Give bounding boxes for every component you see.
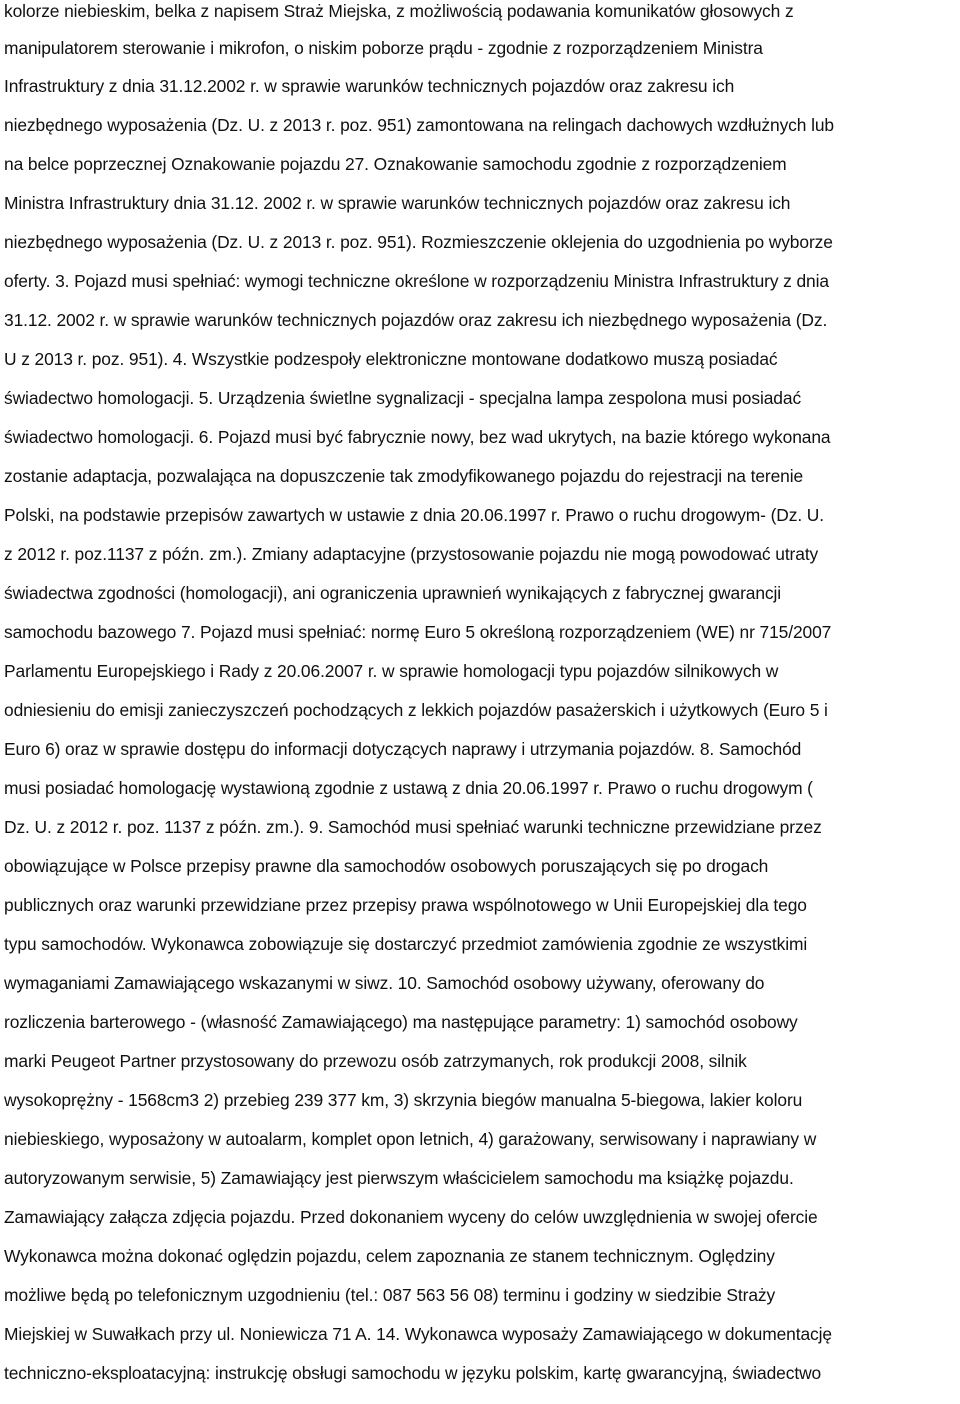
- text-line: techniczno-eksploatacyjną: instrukcję obsługi samochodu w języku polskim, kartę gwarancyjną, świadectwo: [4, 1363, 822, 1383]
- text-line: z 2012 r. poz.1137 z późn. zm.). Zmiany adaptacyjne (przystosowanie pojazdu nie mogą powodować utraty: [4, 544, 819, 564]
- text-line: świadectwa zgodności (homologacji), ani ograniczenia uprawnień wynikających z fabrycznej gwarancji: [4, 583, 782, 603]
- text-line: musi posiadać homologację wystawioną zgodnie z ustawą z dnia 20.06.1997 r. Prawo o ruchu drogowym (: [4, 778, 813, 798]
- text-line: kolorze niebieskim, belka z napisem Straż Miejska, z możliwością podawania komunikatów głosowych z: [4, 1, 794, 21]
- text-line: niezbędnego wyposażenia (Dz. U. z 2013 r. poz. 951). Rozmieszczenie oklejenia do uzgodnienia po wyborze: [4, 232, 833, 252]
- text-line: Dz. U. z 2012 r. poz. 1137 z późn. zm.). 9. Samochód musi spełniać warunki techniczne przewidziane przez: [4, 817, 822, 837]
- text-line: obowiązujące w Polsce przepisy prawne dla samochodów osobowych poruszających się po drogach: [4, 856, 769, 876]
- text-line: samochodu bazowego 7. Pojazd musi spełniać: normę Euro 5 określoną rozporządzeniem (WE) nr 715/2007: [4, 622, 832, 642]
- text-line: oferty. 3. Pojazd musi spełniać: wymogi techniczne określone w rozporządzeniu Ministra Infrastruktury z dnia: [4, 271, 829, 291]
- text-line: świadectwo homologacji. 6. Pojazd musi być fabrycznie nowy, bez wad ukrytych, na bazie którego wykonana: [4, 427, 831, 447]
- text-line: Infrastruktury z dnia 31.12.2002 r. w sprawie warunków technicznych pojazdów oraz zakresu ich: [4, 76, 735, 96]
- text-line: Euro 6) oraz w sprawie dostępu do informacji dotyczących naprawy i utrzymania pojazdów. 8. Samochód: [4, 739, 802, 759]
- text-line: na belce poprzecznej Oznakowanie pojazdu 27. Oznakowanie samochodu zgodnie z rozporządzeniem: [4, 154, 787, 174]
- text-line: publicznych oraz warunki przewidziane przez przepisy prawa wspólnotowego w Unii Europejskiej dla tego: [4, 895, 807, 915]
- text-line: świadectwo homologacji. 5. Urządzenia świetlne sygnalizacji - specjalna lampa zespolona musi posiadać: [4, 388, 802, 408]
- text-line: wymaganiami Zamawiającego wskazanymi w siwz. 10. Samochód osobowy używany, oferowany do: [4, 973, 765, 993]
- text-line: niezbędnego wyposażenia (Dz. U. z 2013 r. poz. 951) zamontowana na relingach dachowych wzdłużnych lub: [4, 115, 834, 135]
- text-line: odniesieniu do emisji zanieczyszczeń pochodzących z lekkich pojazdów pasażerskich i użytkowych (Euro 5 i: [4, 700, 828, 720]
- text-line: rozliczenia barterowego - (własność Zamawiającego) ma następujące parametry: 1) samochód osobowy: [4, 1012, 798, 1032]
- text-line: autoryzowanym serwisie, 5) Zamawiający jest pierwszym właścicielem samochodu ma książkę pojazdu.: [4, 1168, 794, 1188]
- text-line: manipulatorem sterowanie i mikrofon, o niskim poborze prądu - zgodnie z rozporządzeniem Ministra: [4, 38, 763, 58]
- text-line: typu samochodów. Wykonawca zobowiązuje się dostarczyć przedmiot zamówienia zgodnie ze wszystkimi: [4, 934, 808, 954]
- text-line: Miejskiej w Suwałkach przy ul. Noniewicza 71 A. 14. Wykonawca wyposaży Zamawiającego w dokumentację: [4, 1324, 832, 1344]
- text-line: niebieskiego, wyposażony w autoalarm, komplet opon letnich, 4) garażowany, serwisowany i naprawiany w: [4, 1129, 817, 1149]
- text-line: wysokoprężny - 1568cm3 2) przebieg 239 377 km, 3) skrzynia biegów manualna 5-biegowa, lakier koloru: [4, 1090, 803, 1110]
- text-line: zostanie adaptacja, pozwalająca na dopuszczenie tak zmodyfikowanego pojazdu do rejestracji na terenie: [4, 466, 804, 486]
- text-line: Wykonawca można dokonać oględzin pojazdu, celem zapoznania ze stanem technicznym. Oględziny: [4, 1246, 775, 1266]
- text-line: Ministra Infrastruktury dnia 31.12. 2002 r. w sprawie warunków technicznych pojazdów oraz zakresu ich: [4, 193, 791, 213]
- text-line: U z 2013 r. poz. 951). 4. Wszystkie podzespoły elektroniczne montowane dodatkowo muszą posiadać: [4, 349, 778, 369]
- text-line: 31.12. 2002 r. w sprawie warunków technicznych pojazdów oraz zakresu ich niezbędnego wyposażenia (Dz.: [4, 310, 828, 330]
- text-line: marki Peugeot Partner przystosowany do przewozu osób zatrzymanych, rok produkcji 2008, silnik: [4, 1051, 747, 1071]
- text-line: Zamawiający załącza zdjęcia pojazdu. Przed dokonaniem wyceny do celów uwzględnienia w swojej ofercie: [4, 1207, 818, 1227]
- text-line: Parlamentu Europejskiego i Rady z 20.06.2007 r. w sprawie homologacji typu pojazdów silnikowych w: [4, 661, 779, 681]
- text-line: Polski, na podstawie przepisów zawartych w ustawie z dnia 20.06.1997 r. Prawo o ruchu drogowym- (Dz. U.: [4, 505, 825, 525]
- text-line: możliwe będą po telefonicznym uzgodnieniu (tel.: 087 563 56 08) terminu i godziny w siedzibie Straży: [4, 1285, 776, 1305]
